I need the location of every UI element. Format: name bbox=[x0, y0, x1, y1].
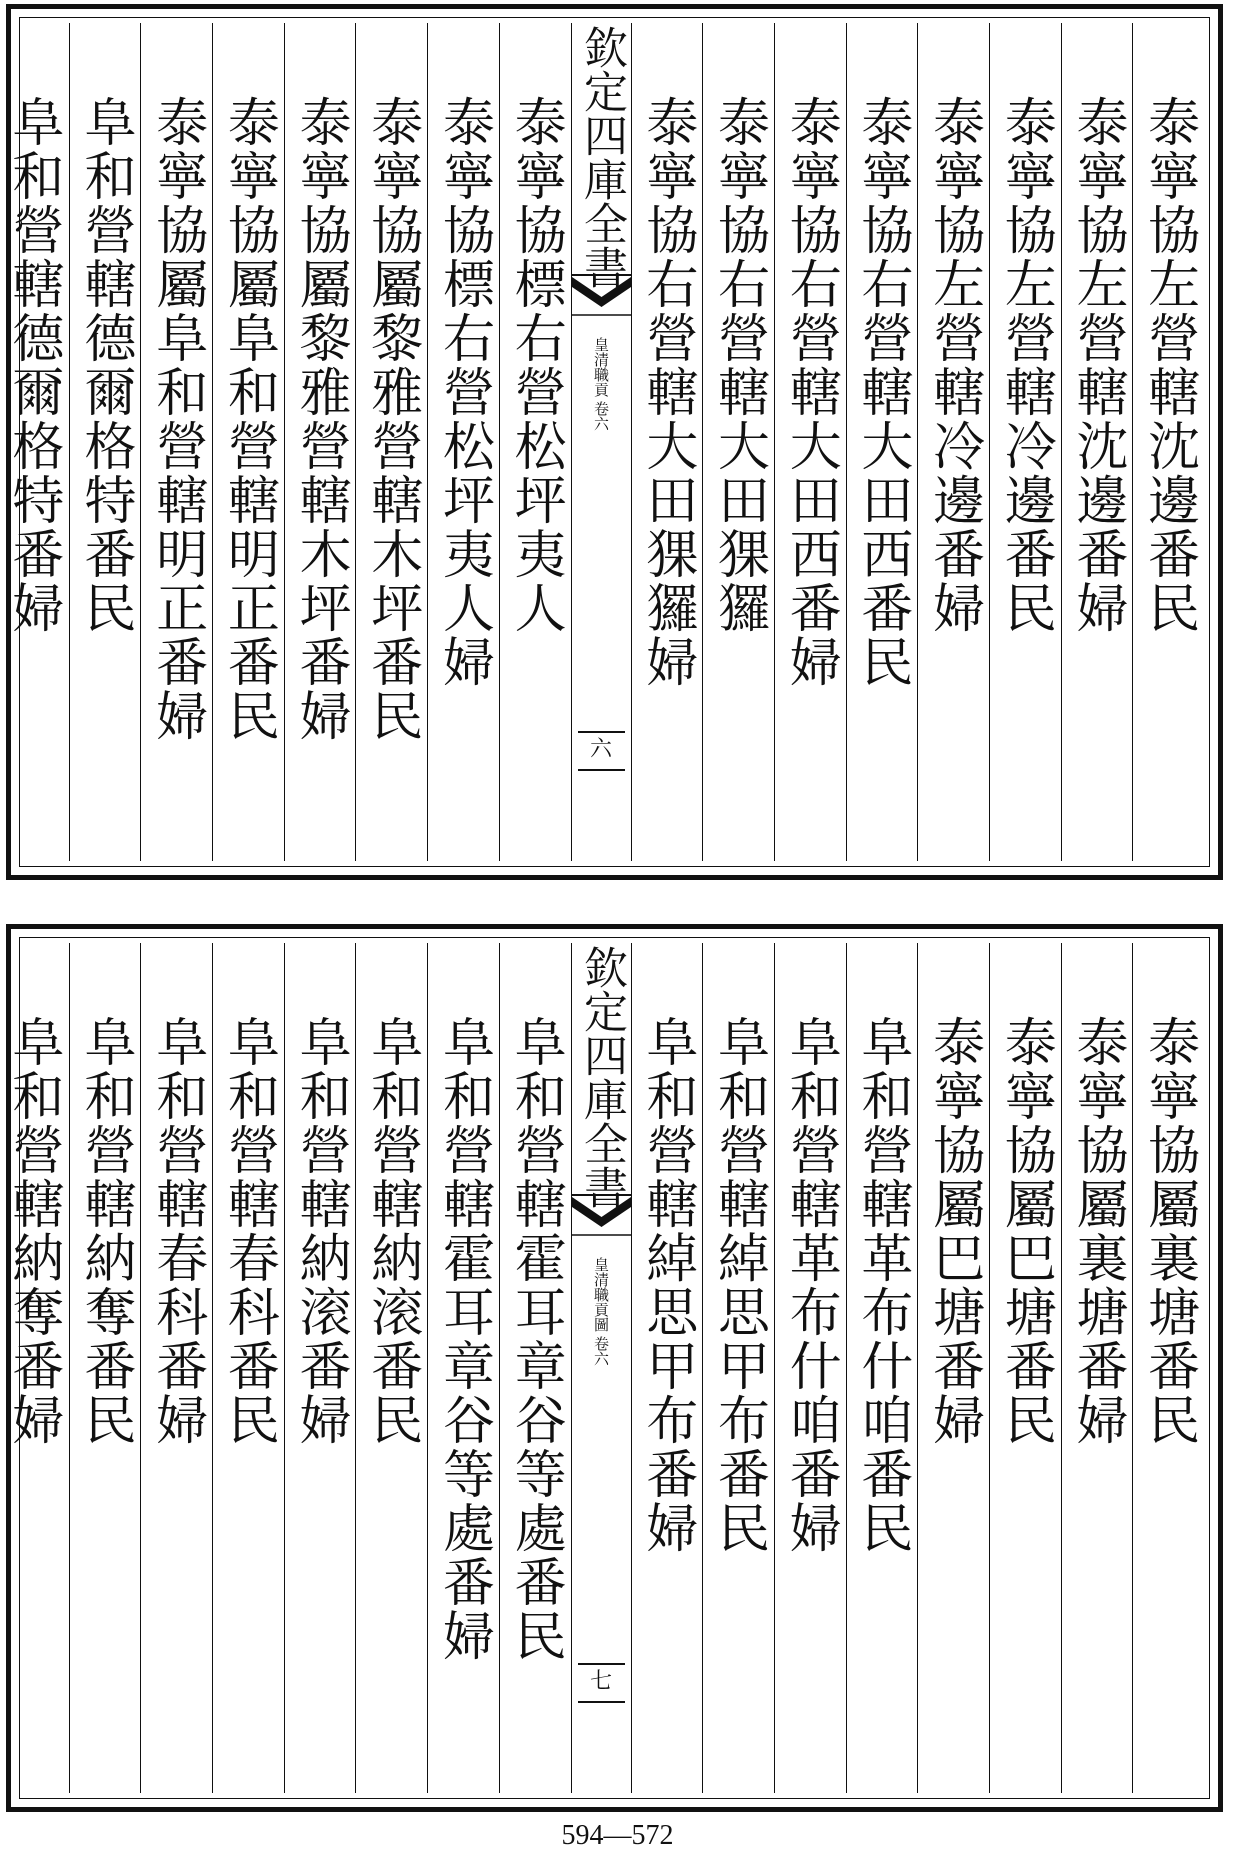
caption-text: 阜和營轄納滚番婦 bbox=[290, 1015, 351, 1447]
text-column bbox=[774, 23, 846, 861]
caption-text: 泰寧協右營轄大田猓玀婦 bbox=[636, 95, 697, 689]
caption-text: 泰寧協屬巴塘番民 bbox=[995, 1015, 1056, 1447]
margin-rule bbox=[578, 1663, 625, 1665]
text-column bbox=[917, 943, 989, 1793]
volume-label: 卷六 bbox=[592, 1336, 610, 1366]
text-column bbox=[989, 943, 1061, 1793]
text-column bbox=[846, 23, 918, 861]
page-7 bbox=[2, 924, 1223, 1812]
text-columns bbox=[2, 943, 1204, 1793]
text-columns bbox=[2, 23, 1204, 861]
page-6 bbox=[2, 4, 1223, 880]
text-column bbox=[0, 23, 69, 861]
text-column bbox=[702, 943, 774, 1793]
fishtail-mark-icon bbox=[572, 1193, 631, 1237]
caption-text: 泰寧協右營轄大田西番民 bbox=[851, 95, 912, 689]
caption-text: 泰寧協左營轄沈邊番民 bbox=[1138, 95, 1199, 635]
caption-text: 阜和營轄霍耳章谷等處番民 bbox=[505, 1015, 566, 1663]
caption-text: 阜和營轄德爾格特番婦 bbox=[2, 95, 63, 635]
text-column bbox=[1061, 23, 1133, 861]
caption-text: 泰寧協屬阜和營轄明正番民 bbox=[218, 95, 279, 743]
text-column bbox=[631, 23, 703, 861]
caption-text: 阜和營轄春科番民 bbox=[218, 1015, 279, 1447]
text-column bbox=[355, 943, 427, 1793]
page-footer-number: 594—572 bbox=[561, 1820, 674, 1851]
text-column bbox=[212, 23, 284, 861]
text-column bbox=[69, 943, 141, 1793]
collection-title: 欽定四庫全書 bbox=[576, 945, 627, 1209]
text-column bbox=[140, 23, 212, 861]
text-column bbox=[427, 23, 499, 861]
book-info bbox=[592, 337, 610, 431]
center-fold-margin bbox=[571, 23, 631, 861]
caption-text: 阜和營轄德爾格特番民 bbox=[75, 95, 136, 635]
margin-rule bbox=[578, 731, 625, 733]
caption-text: 泰寧協右營轄大田西番婦 bbox=[780, 95, 841, 689]
center-fold-margin bbox=[571, 943, 631, 1793]
text-column bbox=[69, 23, 141, 861]
page-number: 六 bbox=[589, 737, 613, 762]
caption-text: 泰寧協屬裏塘番民 bbox=[1138, 1015, 1199, 1447]
caption-text: 泰寧協屬阜和營轄明正番婦 bbox=[146, 95, 207, 743]
caption-text: 泰寧協左營轄沈邊番婦 bbox=[1066, 95, 1127, 635]
caption-text: 阜和營轄革布什咱番民 bbox=[851, 1015, 912, 1555]
text-column bbox=[846, 943, 918, 1793]
caption-text: 阜和營轄革布什咱番婦 bbox=[780, 1015, 841, 1555]
text-column bbox=[212, 943, 284, 1793]
caption-text: 泰寧協右營轄大田猓玀 bbox=[708, 95, 769, 635]
book-info bbox=[592, 1257, 610, 1366]
caption-text: 泰寧協左營轄冷邊番婦 bbox=[923, 95, 984, 635]
caption-text: 泰寧協屬巴塘番婦 bbox=[923, 1015, 984, 1447]
caption-text: 泰寧協標右營松坪夷人婦 bbox=[433, 95, 494, 689]
collection-title: 欽定四庫全書 bbox=[576, 25, 627, 289]
text-column bbox=[0, 943, 69, 1793]
text-column bbox=[427, 943, 499, 1793]
text-column bbox=[284, 23, 356, 861]
caption-text: 泰寧協左營轄冷邊番民 bbox=[995, 95, 1056, 635]
page-number: 七 bbox=[589, 1669, 613, 1694]
text-column bbox=[702, 23, 774, 861]
text-column bbox=[1132, 23, 1204, 861]
text-column bbox=[774, 943, 846, 1793]
caption-text: 阜和營轄納滚番民 bbox=[361, 1015, 422, 1447]
text-column bbox=[140, 943, 212, 1793]
text-column bbox=[1061, 943, 1133, 1793]
caption-text: 泰寧協屬黎雅營轄木坪番婦 bbox=[290, 95, 351, 743]
book-title: 皇清職貢圖 bbox=[592, 1257, 610, 1332]
fishtail-mark-icon bbox=[572, 273, 631, 317]
caption-text: 阜和營轄春科番婦 bbox=[146, 1015, 207, 1447]
margin-rule bbox=[578, 769, 625, 771]
text-column bbox=[284, 943, 356, 1793]
caption-text: 阜和營轄納奪番民 bbox=[75, 1015, 136, 1447]
caption-text: 泰寧協屬裏塘番婦 bbox=[1066, 1015, 1127, 1447]
text-column bbox=[499, 23, 571, 861]
caption-text: 阜和營轄綽思甲布番婦 bbox=[636, 1015, 697, 1555]
caption-text: 阜和營轄綽思甲布番民 bbox=[708, 1015, 769, 1555]
margin-rule bbox=[578, 1701, 625, 1703]
text-column bbox=[1132, 943, 1204, 1793]
text-column bbox=[499, 943, 571, 1793]
text-column bbox=[917, 23, 989, 861]
caption-text: 阜和營轄納奪番婦 bbox=[2, 1015, 63, 1447]
text-column bbox=[355, 23, 427, 861]
book-title: 皇清職貢 bbox=[592, 337, 610, 397]
caption-text: 泰寧協標右營松坪夷人 bbox=[505, 95, 566, 635]
text-column bbox=[631, 943, 703, 1793]
text-column bbox=[989, 23, 1061, 861]
caption-text: 阜和營轄霍耳章谷等處番婦 bbox=[433, 1015, 494, 1663]
caption-text: 泰寧協屬黎雅營轄木坪番民 bbox=[361, 95, 422, 743]
volume-label: 卷六 bbox=[592, 401, 610, 431]
